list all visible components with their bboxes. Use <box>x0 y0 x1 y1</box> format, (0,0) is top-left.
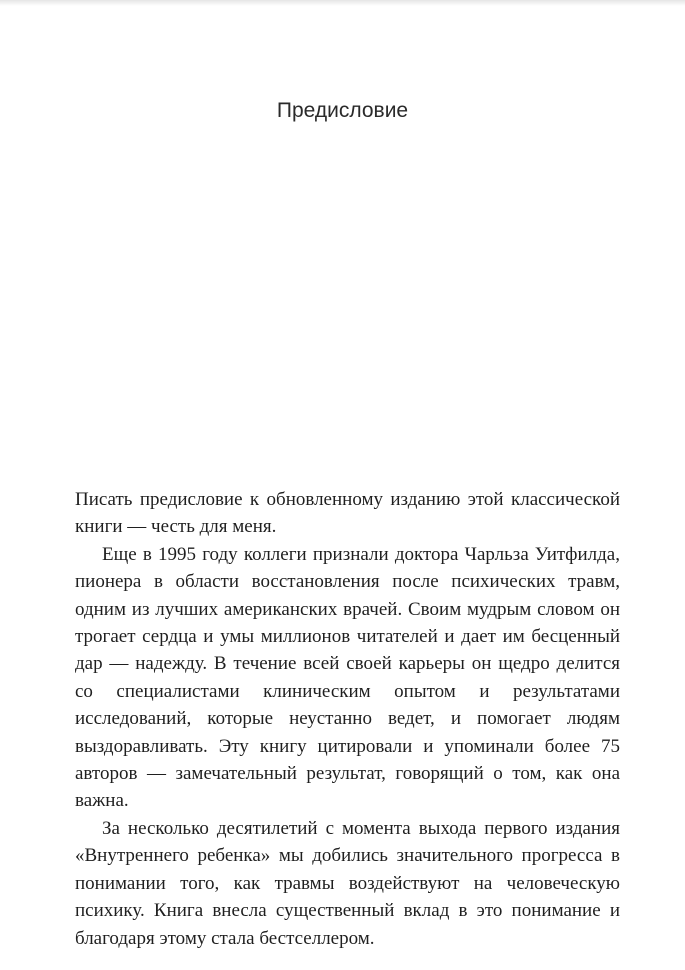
page-top-shadow <box>0 0 685 6</box>
paragraph-3: За несколько десятилетий с момента выхода первого издания «Внутреннего ребенка» мы добились значительного прогресса в понимании того, как травмы воздействуют на человеческую психику. Книга внесла существенный вклад в это понимание и благодаря этому стала бестселлером. <box>75 817 620 949</box>
page-title: Предисловие <box>276 99 409 122</box>
body-text <box>75 486 620 952</box>
paragraph-2: Еще в 1995 году коллеги признали доктора Чарльза Уитфилда, пионера в области восстановления после психических травм, одним из лучших американских врачей. Своим мудрым словом он трогает сердца и умы миллионов читателей и дает им бесценный дар — надежду. В течение всей своей карьеры он щедро делится со специалистами клиническим опытом и результатами исследований, которые неустанно ведет, и помогает людям выздоравливать. Эту книгу цитировали и упоминали более 75 авторов — замечательный результат, говорящий о том, как она важна. <box>75 543 620 812</box>
paragraph-1: Писать предисловие к обновленному изданию этой классической книги — честь для меня. <box>75 489 620 538</box>
